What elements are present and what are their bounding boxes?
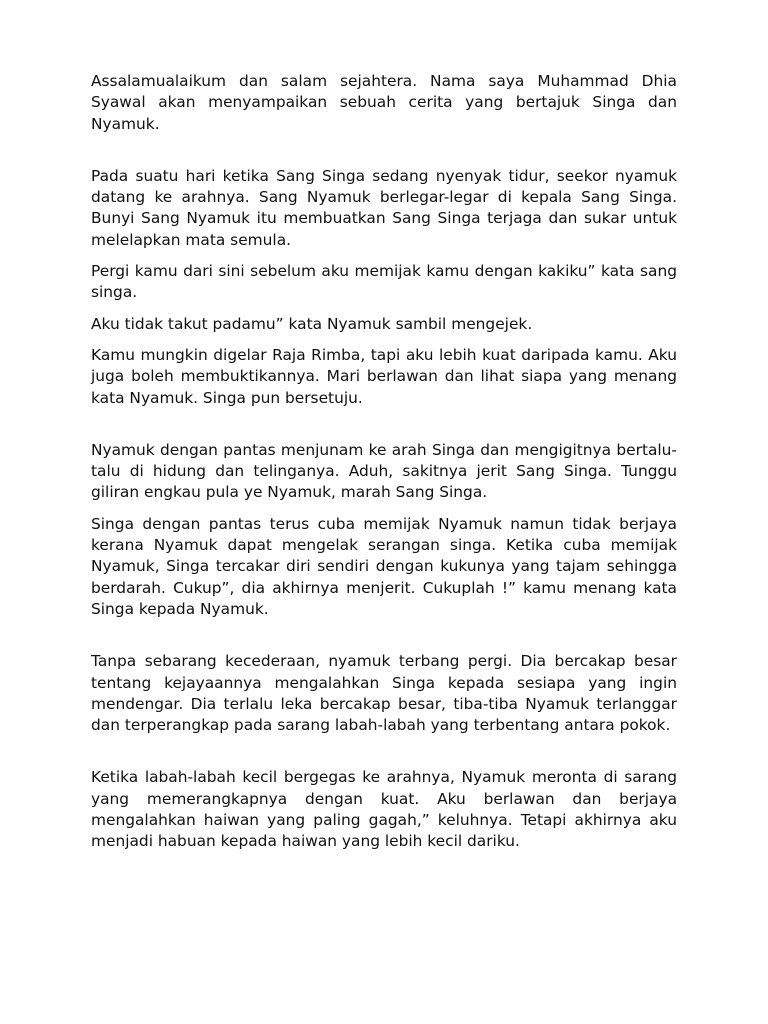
document-page — [91, 71, 677, 853]
paragraph-challenge: Kamu mungkin digelar Raja Rimba, tapi aku lebih kuat daripada kamu. Aku juga boleh membuktikannya. Mari berlawan dan lihat siapa yang menang kata Nyamuk. Singa pun bersetuju. — [91, 345, 677, 407]
paragraph-ending: Ketika labah-labah kecil bergegas ke arahnya, Nyamuk meronta di sarang yang memerangkapnya dengan kuat. Aku berlawan dan berjaya mengalahkan haiwan yang paling gagah,” keluhnya. Tetapi akhirnya aku menjadi habuan kepada haiwan yang lebih kecil dariku. — [91, 768, 677, 851]
paragraph-spider-web: Tanpa sebarang kecederaan, nyamuk terbang pergi. Dia bercakap besar tentang kejayaannya mengalahkan Singa kepada sesiapa yang ingin mendengar. Dia terlalu leka bercakap besar, tiba-tiba Nyamuk terlanggar dan terperangkap pada sarang labah-labah yang terbentang antara pokok. — [91, 652, 677, 735]
paragraph-intro: Assalamualaikum dan salam sejahtera. Nama saya Muhammad Dhia Syawal akan menyampaikan sebuah cerita yang bertajuk Singa dan Nyamuk. — [91, 72, 677, 133]
paragraph-mosquito-mocks: Aku tidak takut padamu” kata Nyamuk sambil mengejek. — [91, 314, 533, 333]
paragraph-mosquito-arrives: Pada suatu hari ketika Sang Singa sedang nyenyak tidur, seekor nyamuk datang ke arahnya. Sang Nyamuk berlegar-legar di kepala Sang Singa. Bunyi Sang Nyamuk itu membuatkan Sang Singa terjaga dan sukar untuk melelapkan mata semula. — [91, 166, 677, 249]
paragraph-mosquito-attacks: Nyamuk dengan pantas menjunam ke arah Singa dan mengigitnya bertalu-talu di hidung dan telinganya. Aduh, sakitnya jerit Sang Singa. Tunggu giliran engkau pula ye Nyamuk, marah Sang Singa. — [91, 440, 677, 502]
paragraph-lion-warns: Pergi kamu dari sini sebelum aku memijak kamu dengan kakiku” kata sang singa. — [91, 262, 677, 302]
paragraph-lion-loses: Singa dengan pantas terus cuba memijak Nyamuk namun tidak berjaya kerana Nyamuk dapat mengelak serangan singa. Ketika cuba memijak Nyamuk, Singa tercakar diri sendiri dengan kukunya yang tajam sehingga berdarah. Cukup”, dia akhirnya menjerit. Cukuplah !” kamu menang kata Singa kepada Nyamuk. — [91, 514, 677, 618]
